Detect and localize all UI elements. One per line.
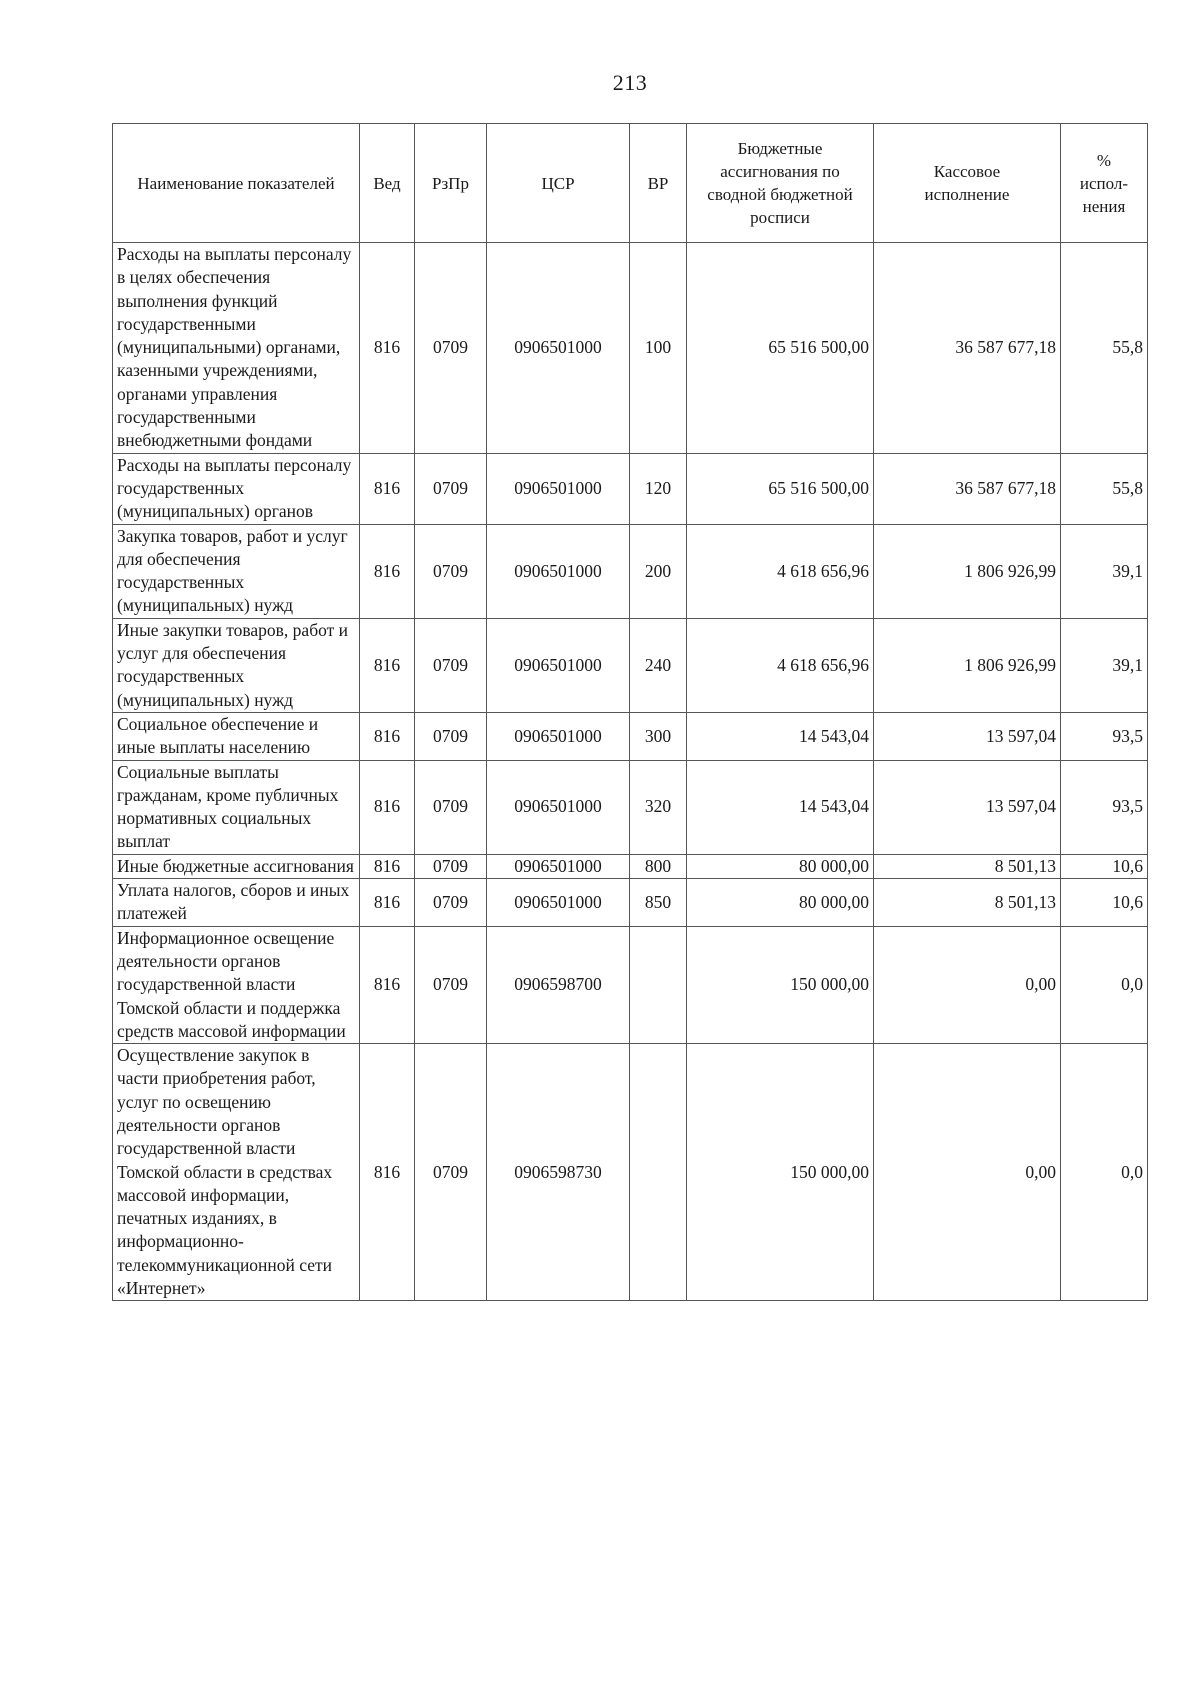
row-name: Иные бюджетные ассигнования: [113, 854, 360, 878]
row-ved: 816: [360, 524, 415, 618]
header-vr: ВР: [630, 124, 687, 243]
row-ved: 816: [360, 926, 415, 1043]
row-name: Закупка товаров, работ и услуг для обеспечения государственных (муниципальных) нужд: [113, 524, 360, 618]
row-assignments: 14 543,04: [687, 760, 874, 854]
row-csr: 0906501000: [487, 760, 630, 854]
page-number: 213: [612, 70, 648, 95]
table-row: [113, 1044, 1148, 1301]
row-vr: [630, 926, 687, 1043]
row-vr: 200: [630, 524, 687, 618]
row-rzpr: 0709: [415, 854, 487, 878]
table-row: [113, 618, 1148, 712]
table-row: [113, 760, 1148, 854]
row-percent: 0,0: [1061, 1044, 1148, 1301]
row-rzpr: 0709: [415, 926, 487, 1043]
table-body: [113, 243, 1148, 1301]
row-percent: 10,6: [1061, 854, 1148, 878]
table-row: [113, 926, 1148, 1043]
row-execution: 0,00: [874, 1044, 1061, 1301]
table-row: [113, 453, 1148, 524]
row-vr: 300: [630, 712, 687, 760]
row-csr: 0906501000: [487, 854, 630, 878]
row-assignments: 65 516 500,00: [687, 243, 874, 454]
row-assignments: 80 000,00: [687, 854, 874, 878]
header-ved: Вед: [360, 124, 415, 243]
row-vr: 100: [630, 243, 687, 454]
row-ved: 816: [360, 1044, 415, 1301]
row-execution: 13 597,04: [874, 712, 1061, 760]
row-execution: 8 501,13: [874, 854, 1061, 878]
row-percent: 39,1: [1061, 524, 1148, 618]
header-name: Наименование показателей: [113, 124, 360, 243]
header-assignments: Бюджетные ассигнования по сводной бюджетной росписи: [687, 124, 874, 243]
row-name: Расходы на выплаты персоналу в целях обеспечения выполнения функций государственными (муниципальными) органами, казенными учреждениями, органами управления государственными внебюджетными фондами: [113, 243, 360, 454]
row-assignments: 4 618 656,96: [687, 524, 874, 618]
row-percent: 93,5: [1061, 712, 1148, 760]
row-rzpr: 0709: [415, 618, 487, 712]
row-vr: [630, 1044, 687, 1301]
row-rzpr: 0709: [415, 879, 487, 927]
row-execution: 36 587 677,18: [874, 453, 1061, 524]
table-row: [113, 854, 1148, 878]
row-name: Социальное обеспечение и иные выплаты населению: [113, 712, 360, 760]
row-execution: 8 501,13: [874, 879, 1061, 927]
row-percent: 0,0: [1061, 926, 1148, 1043]
table-row: [113, 243, 1148, 454]
row-vr: 240: [630, 618, 687, 712]
header-rzpr: РзПр: [415, 124, 487, 243]
row-assignments: 65 516 500,00: [687, 453, 874, 524]
header-execution: Кассовое исполнение: [874, 124, 1061, 243]
row-ved: 816: [360, 453, 415, 524]
row-ved: 816: [360, 243, 415, 454]
row-vr: 120: [630, 453, 687, 524]
row-name: Уплата налогов, сборов и иных платежей: [113, 879, 360, 927]
row-ved: 816: [360, 712, 415, 760]
row-name: Расходы на выплаты персоналу государственных (муниципальных) органов: [113, 453, 360, 524]
row-rzpr: 0709: [415, 524, 487, 618]
row-rzpr: 0709: [415, 453, 487, 524]
row-assignments: 150 000,00: [687, 926, 874, 1043]
row-csr: 0906598700: [487, 926, 630, 1043]
row-ved: 816: [360, 618, 415, 712]
row-vr: 850: [630, 879, 687, 927]
row-vr: 800: [630, 854, 687, 878]
row-rzpr: 0709: [415, 243, 487, 454]
row-percent: 93,5: [1061, 760, 1148, 854]
table-row: [113, 712, 1148, 760]
row-name: Информационное освещение деятельности органов государственной власти Томской области и поддержка средств массовой информации: [113, 926, 360, 1043]
row-execution: 1 806 926,99: [874, 524, 1061, 618]
row-csr: 0906501000: [487, 712, 630, 760]
row-csr: 0906501000: [487, 453, 630, 524]
row-percent: 10,6: [1061, 879, 1148, 927]
header-row: [113, 124, 1148, 243]
row-percent: 55,8: [1061, 453, 1148, 524]
table-header: [113, 124, 1148, 243]
row-percent: 39,1: [1061, 618, 1148, 712]
row-assignments: 80 000,00: [687, 879, 874, 927]
row-csr: 0906501000: [487, 524, 630, 618]
row-ved: 816: [360, 854, 415, 878]
row-rzpr: 0709: [415, 760, 487, 854]
row-percent: 55,8: [1061, 243, 1148, 454]
row-ved: 816: [360, 760, 415, 854]
row-csr: 0906598730: [487, 1044, 630, 1301]
row-vr: 320: [630, 760, 687, 854]
row-name: Иные закупки товаров, работ и услуг для обеспечения государственных (муниципальных) нужд: [113, 618, 360, 712]
header-csr: ЦСР: [487, 124, 630, 243]
header-percent: % испол-нения: [1061, 124, 1148, 243]
row-name: Социальные выплаты гражданам, кроме публичных нормативных социальных выплат: [113, 760, 360, 854]
row-csr: 0906501000: [487, 879, 630, 927]
budget-table: [112, 123, 1148, 1301]
row-assignments: 14 543,04: [687, 712, 874, 760]
row-execution: 13 597,04: [874, 760, 1061, 854]
row-csr: 0906501000: [487, 618, 630, 712]
row-rzpr: 0709: [415, 1044, 487, 1301]
row-assignments: 4 618 656,96: [687, 618, 874, 712]
row-csr: 0906501000: [487, 243, 630, 454]
table-row: [113, 524, 1148, 618]
row-execution: 1 806 926,99: [874, 618, 1061, 712]
row-ved: 816: [360, 879, 415, 927]
table-row: [113, 879, 1148, 927]
row-assignments: 150 000,00: [687, 1044, 874, 1301]
row-execution: 0,00: [874, 926, 1061, 1043]
row-rzpr: 0709: [415, 712, 487, 760]
row-execution: 36 587 677,18: [874, 243, 1061, 454]
row-name: Осуществление закупок в части приобретения работ, услуг по освещению деятельности органов государственной власти Томской области в средствах массовой информации, печатных изданиях, в информационно-телекоммуникационной сети «Интернет»: [113, 1044, 360, 1301]
